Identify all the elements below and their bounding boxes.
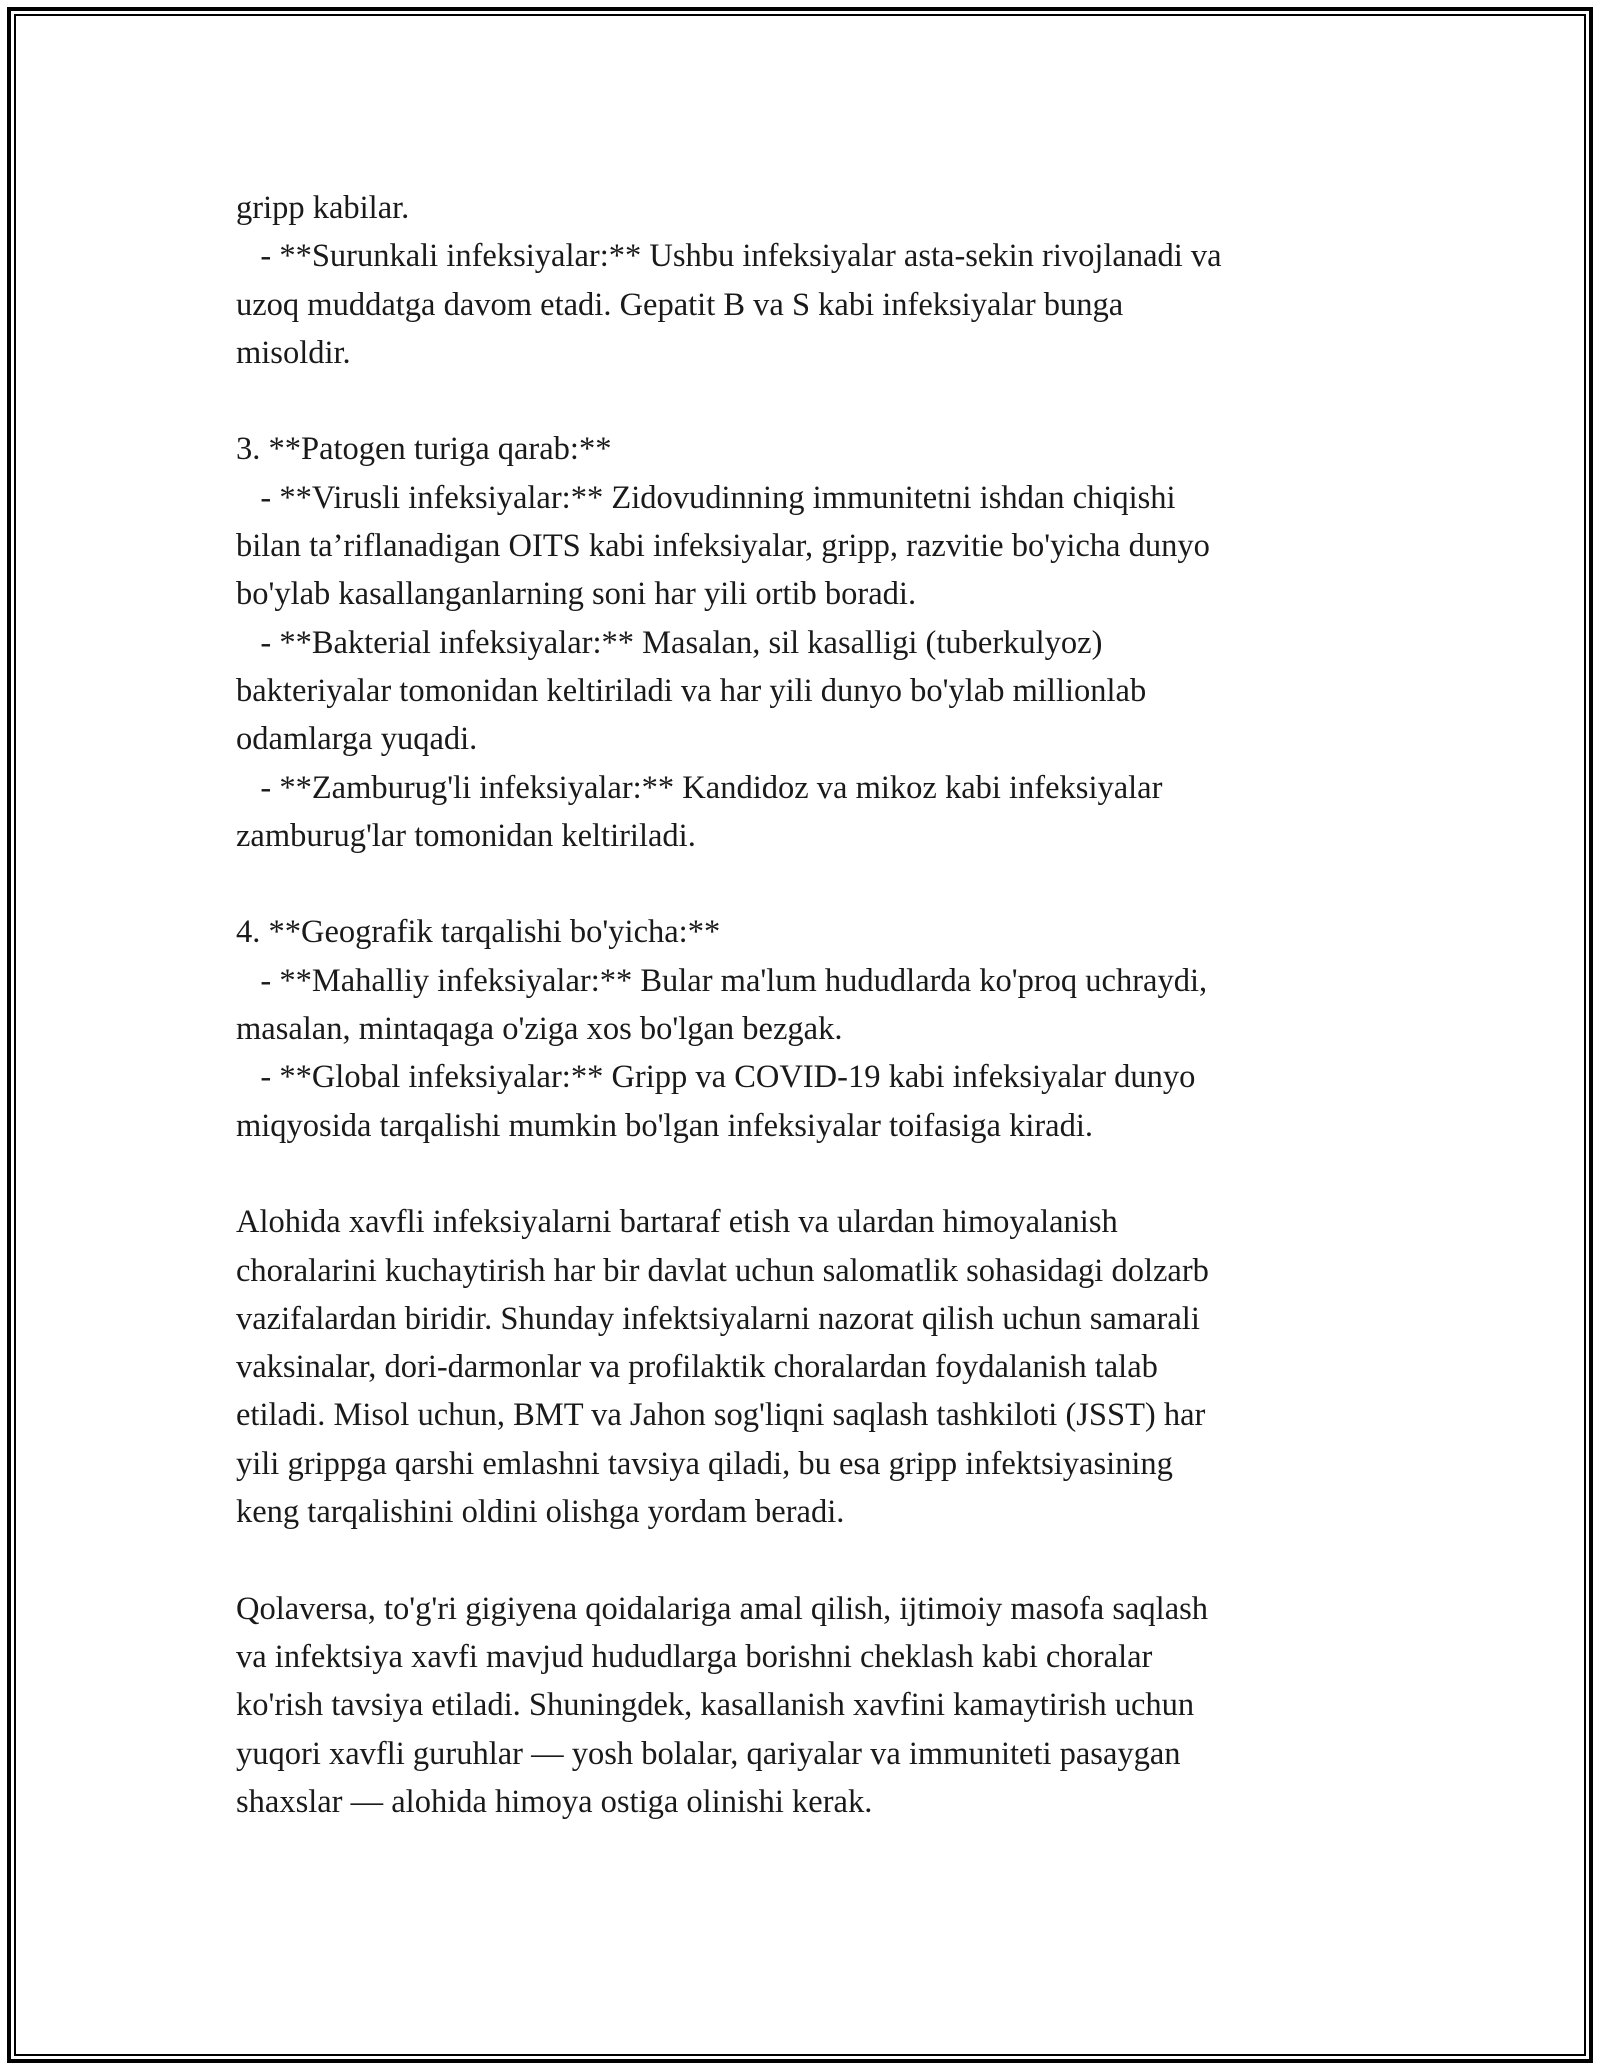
text-line: zamburug'lar tomonidan keltiriladi. (236, 817, 696, 854)
paragraph-gap (236, 1536, 1366, 1584)
text-line: ko'rish tavsiya etiladi. Shuningdek, kasallanish xavfini kamaytirish uchun (236, 1687, 1195, 1724)
text-line: odamlarga yuqadi. (236, 721, 478, 758)
text-line: - **Virusli infeksiyalar:** Zidovudinning immunitetni ishdan chiqishi (236, 479, 1176, 516)
text-line: etiladi. Misol uchun, BMT va Jahon sog'liqni saqlash tashkiloti (JSST) har (236, 1397, 1206, 1434)
text-line: yili grippga qarshi emlashni tavsiya qiladi, bu esa gripp infektsiyasining (236, 1445, 1173, 1482)
text-line: vaksinalar, dori-darmonlar va profilaktik choralardan foydalanish talab (236, 1349, 1158, 1386)
text-line: choralarini kuchaytirish har bir davlat uchun salomatlik sohasidagi dolzarb (236, 1252, 1209, 1289)
text-line: miqyosida tarqalishi mumkin bo'lgan infeksiyalar toifasiga kiradi. (236, 1107, 1093, 1144)
paragraph-gap (236, 1150, 1366, 1198)
text-line: Alohida xavfli infeksiyalarni bartaraf etish va ulardan himoyalanish (236, 1204, 1118, 1241)
paragraph-gap (236, 860, 1366, 908)
document-body (236, 184, 1366, 1826)
section-heading: 4. **Geografik tarqalishi bo'yicha:** (236, 914, 721, 951)
text-line: keng tarqalishini oldini olishga yordam beradi. (236, 1494, 845, 1531)
text-line: - **Global infeksiyalar:** Gripp va COVID-19 kabi infeksiyalar dunyo (236, 1059, 1196, 1096)
paragraph-gap (236, 377, 1366, 425)
text-line: yuqori xavfli guruhlar — yosh bolalar, qariyalar va immuniteti pasaygan (236, 1735, 1181, 1772)
text-line: bo'ylab kasallanganlarning soni har yili ortib boradi. (236, 576, 917, 613)
text-line: uzoq muddatga davom etadi. Gepatit B va S kabi infeksiyalar bunga (236, 286, 1124, 323)
section-heading: 3. **Patogen turiga qarab:** (236, 431, 612, 468)
text-line: bilan ta’riflanadigan OITS kabi infeksiyalar, gripp, razvitie bo'yicha dunyo (236, 528, 1210, 565)
text-line: masalan, mintaqaga o'ziga xos bo'lgan bezgak. (236, 1011, 843, 1048)
text-line: bakteriyalar tomonidan keltiriladi va har yili dunyo bo'ylab millionlab (236, 672, 1147, 709)
text-line: shaxslar — alohida himoya ostiga olinishi kerak. (236, 1783, 873, 1820)
text-line: - **Zamburug'li infeksiyalar:** Kandidoz va mikoz kabi infeksiyalar (236, 769, 1163, 806)
text-line: - **Mahalliy infeksiyalar:** Bular ma'lum hududlarda ko'proq uchraydi, (236, 962, 1208, 999)
text-line: misoldir. (236, 334, 351, 371)
text-line: Qolaversa, to'g'ri gigiyena qoidalariga amal qilish, ijtimoiy masofa saqlash (236, 1590, 1209, 1627)
text-line: gripp kabilar. (236, 190, 410, 226)
text-line: - **Bakterial infeksiyalar:** Masalan, sil kasalligi (tuberkulyoz) (236, 624, 1103, 661)
text-line: - **Surunkali infeksiyalar:** Ushbu infeksiyalar asta-sekin rivojlanadi va (236, 238, 1222, 275)
text-line: va infektsiya xavfi mavjud hududlarga borishni cheklash kabi choralar (236, 1638, 1153, 1675)
text-line: vazifalardan biridir. Shunday infektsiyalarni nazorat qilish uchun samarali (236, 1300, 1200, 1337)
